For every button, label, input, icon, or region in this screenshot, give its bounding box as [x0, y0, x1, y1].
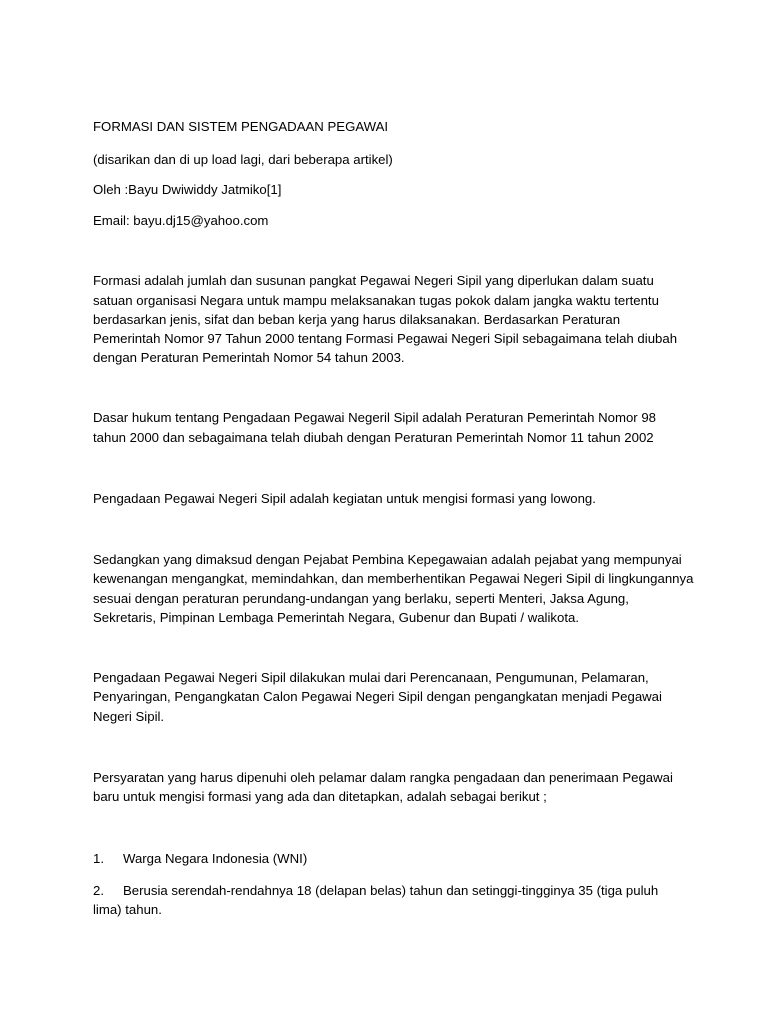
paragraph-line: kewenangan mengangkat, memindahkan, dan memberhentikan Pegawai Negeri Sipil di lingkungannya [93, 571, 694, 586]
list-item-text: Warga Negara Indonesia (WNI) [123, 851, 308, 866]
document-subtitle: (disarikan dan di up load lagi, dari beberapa artikel) [93, 152, 393, 167]
list-item-number: 2. [93, 883, 104, 898]
paragraph-line: berdasarkan jenis, sifat dan beban kerja yang harus dilaksanakan. Berdasarkan Peraturan [93, 312, 621, 327]
paragraph-line: Negeri Sipil. [93, 709, 165, 724]
paragraph-line: sesuai dengan peraturan perundang-undangan yang berlaku, seperti Menteri, Jaksa Agung, [93, 591, 629, 606]
paragraph-line: Formasi adalah jumlah dan susunan pangkat Pegawai Negeri Sipil yang diperlukan dalam suatu [93, 273, 654, 288]
paragraph-line: Pemerintah Nomor 97 Tahun 2000 tentang Formasi Pegawai Negeri Sipil sebagaimana telah diubah [93, 331, 678, 346]
list-item-text: Berusia serendah-rendahnya 18 (delapan belas) tahun dan setinggi-tingginya 35 (tiga puluh [123, 883, 659, 898]
paragraph-line: Pengadaan Pegawai Negeri Sipil dilakukan mulai dari Perencanaan, Pengumunan, Pelamaran, [93, 670, 649, 685]
paragraph-line: satuan organisasi Negara untuk mampu melaksanakan tugas pokok dalam jangka waktu tertentu [93, 293, 659, 308]
paragraph-line: baru untuk mengisi formasi yang ada dan ditetapkan, adalah sebagai berikut ; [93, 789, 547, 804]
paragraph-line: dengan Peraturan Pemerintah Nomor 54 tahun 2003. [93, 350, 405, 365]
paragraph-line: Dasar hukum tentang Pengadaan Pegawai Negeril Sipil adalah Peraturan Pemerintah Nomor 98 [93, 410, 657, 425]
paragraph-line: tahun 2000 dan sebagaimana telah diubah dengan Peraturan Pemerintah Nomor 11 tahun 2002 [93, 430, 654, 445]
paragraph-line: Persyaratan yang harus dipenuhi oleh pelamar dalam rangka pengadaan dan penerimaan Pegawai [93, 770, 673, 785]
document-author: Oleh :Bayu Dwiwiddy Jatmiko[1] [93, 182, 282, 197]
document-email: Email: bayu.dj15@yahoo.com [93, 213, 269, 228]
paragraph-line: Pengadaan Pegawai Negeri Sipil adalah kegiatan untuk mengisi formasi yang lowong. [93, 491, 596, 506]
list-item-number: 1. [93, 851, 104, 866]
document-title: FORMASI DAN SISTEM PENGADAAN PEGAWAI [93, 119, 389, 134]
list-item-text-continuation: lima) tahun. [93, 902, 162, 917]
paragraph-line: Penyaringan, Pengangkatan Calon Pegawai Negeri Sipil dengan pengangkatan menjadi Pegawai [93, 689, 662, 704]
paragraph-line: Sedangkan yang dimaksud dengan Pejabat Pembina Kepegawaian adalah pejabat yang mempunyai [93, 552, 682, 567]
paragraph-line: Sekretaris, Pimpinan Lembaga Pemerintah Negara, Gubenur dan Bupati / walikota. [93, 610, 580, 625]
